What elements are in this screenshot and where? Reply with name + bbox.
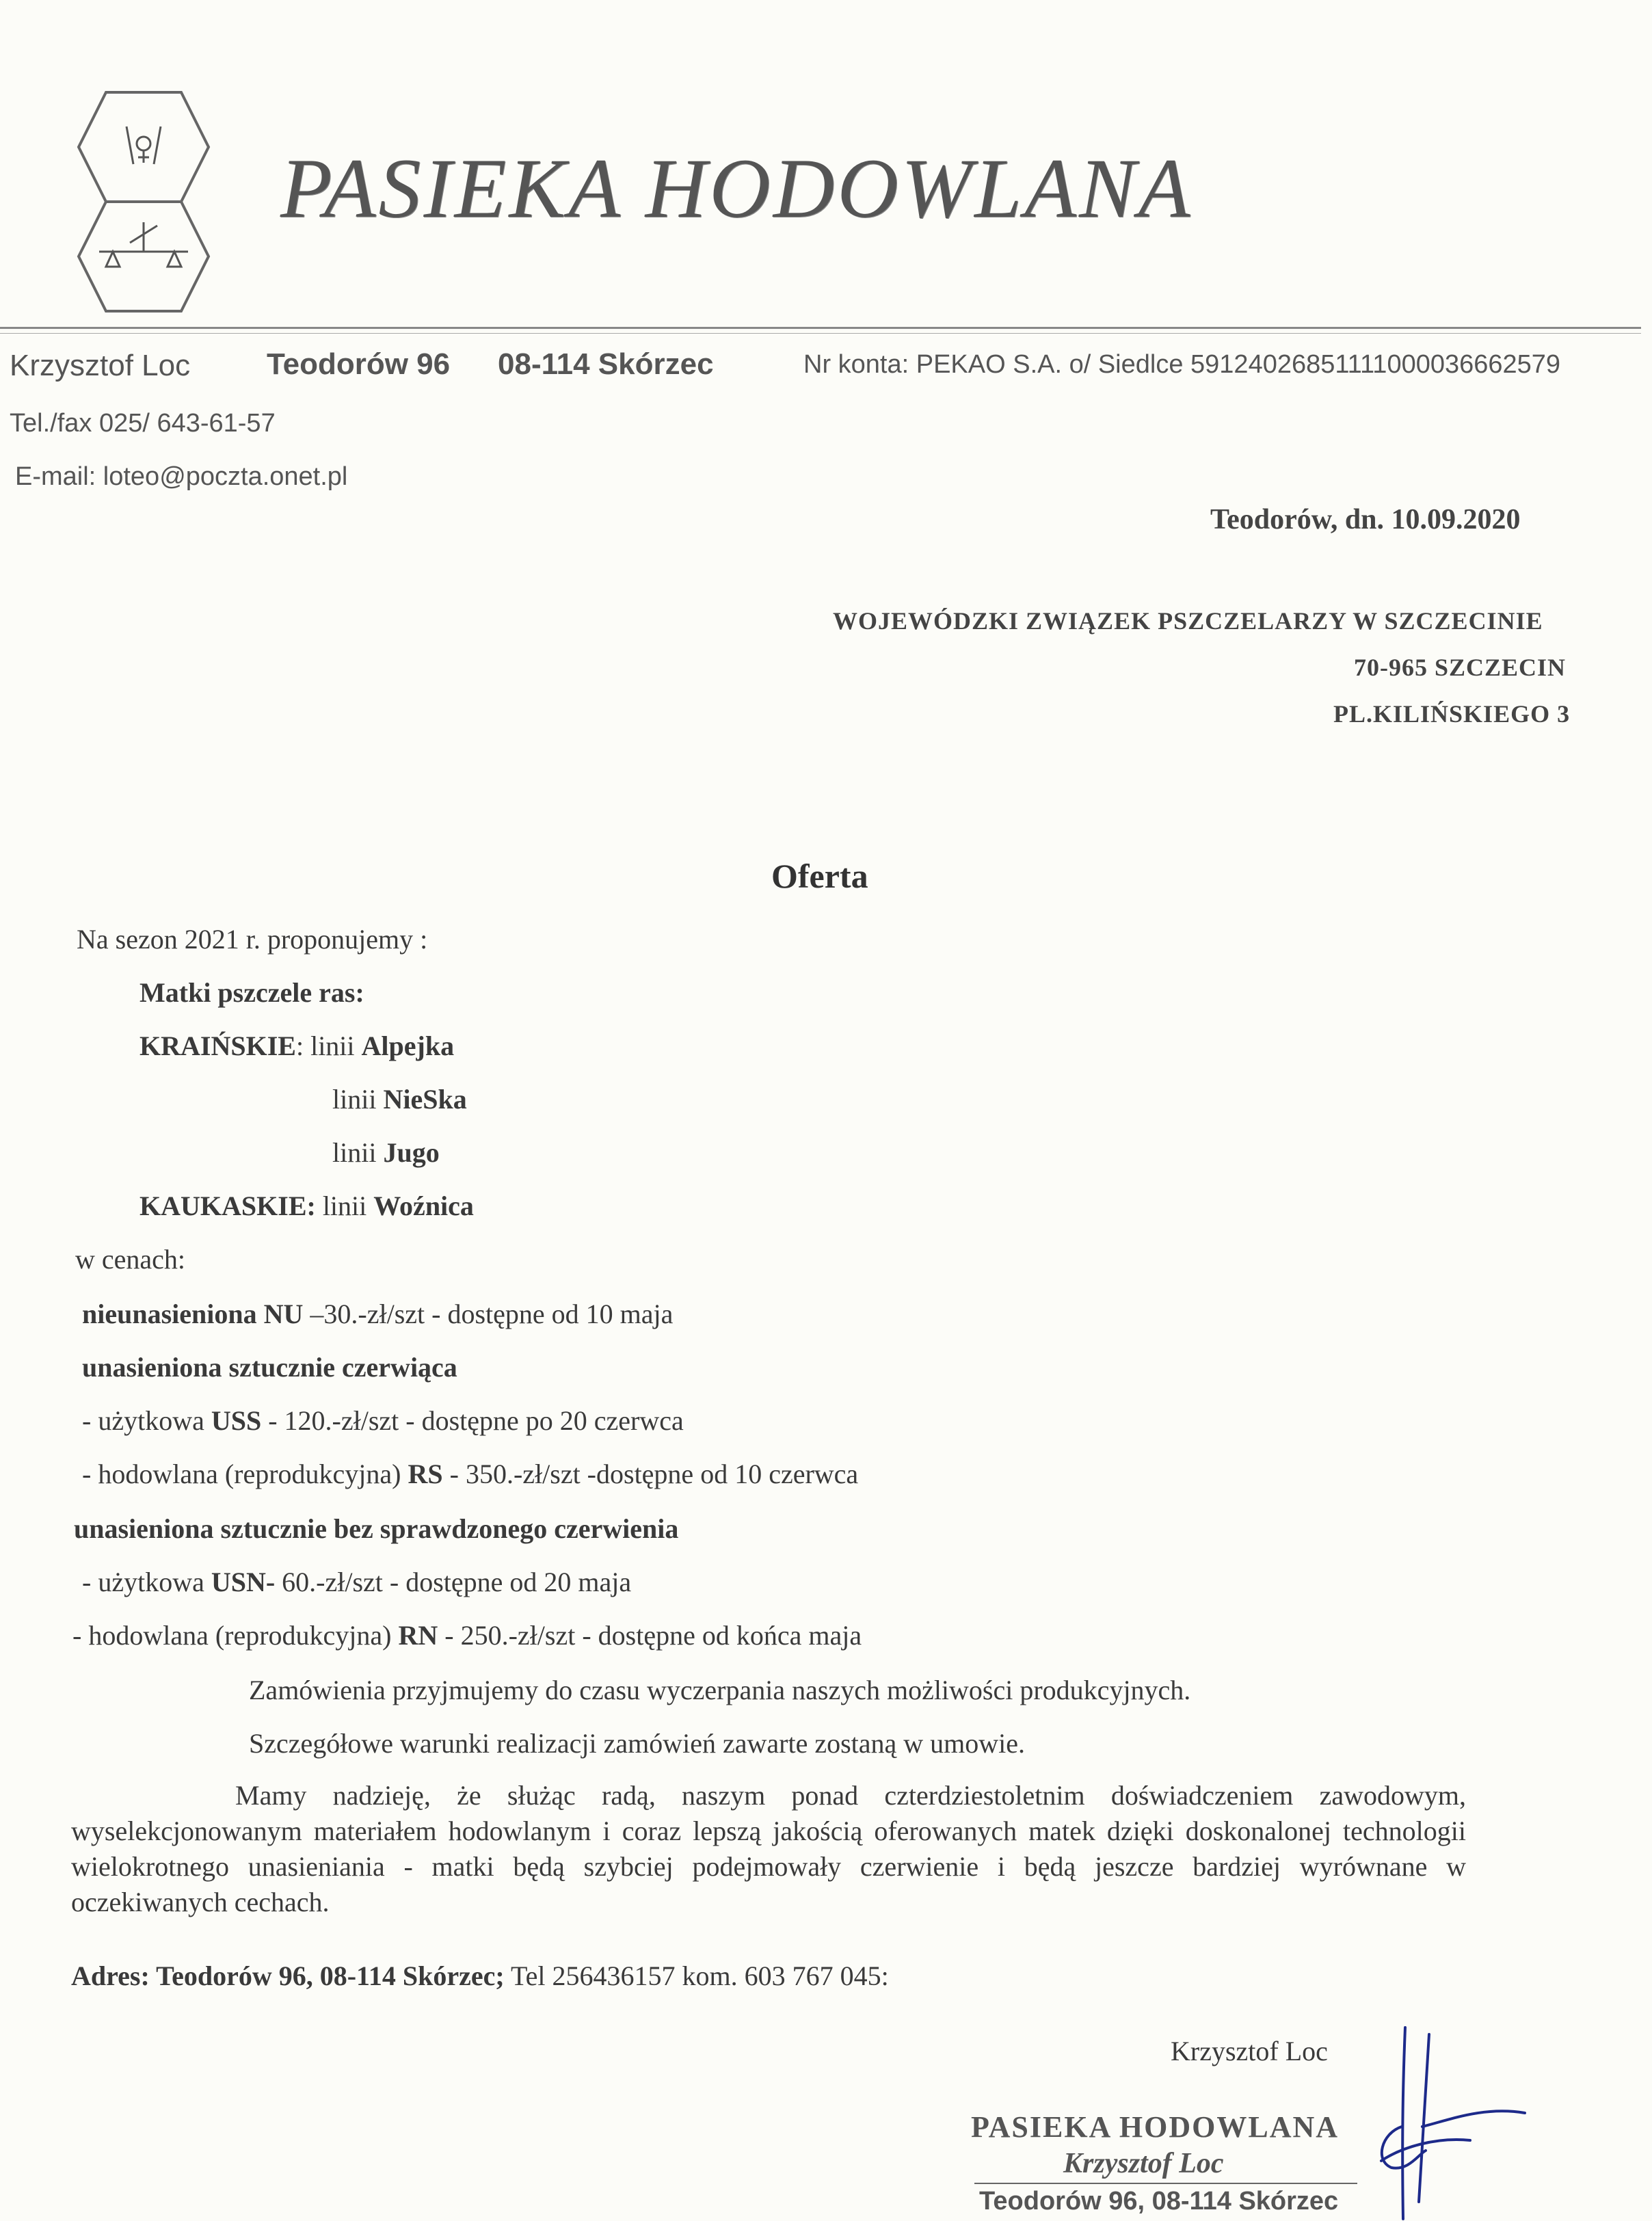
price-uss	[82, 1405, 684, 1437]
bank-account: Nr konta: PEKAO S.A. o/ Siedlce 59124026851111000036662579	[803, 350, 1561, 379]
price-group-heading: unasieniona sztucznie czerwiąca	[82, 1352, 457, 1383]
owner-postal: 08-114 Skórzec	[498, 347, 714, 381]
recipient-line-3: PL.KILIŃSKIEGO 3	[1333, 700, 1571, 728]
price-rn	[72, 1619, 862, 1651]
brand-title: PASIEKA HODOWLANA	[280, 142, 1193, 235]
offer-title: Oferta	[771, 857, 868, 895]
contact-address: Adres: Teodorów 96, 08-114 Skórzec;	[71, 1960, 505, 1991]
stamp-rule	[974, 2183, 1357, 2184]
price-group-heading: unasieniona sztucznie bez sprawdzonego czerwienia	[74, 1513, 679, 1544]
signoff-name: Krzysztof Loc	[1171, 2036, 1328, 2066]
header-rule	[0, 327, 1641, 329]
header-rule-thin	[0, 333, 1641, 334]
owner-name: Krzysztof Loc	[10, 349, 191, 382]
price-detail: 60.-zł/szt - dostępne od 20 maja	[282, 1567, 632, 1597]
letter-date: Teodorów, dn. 10.09.2020	[1210, 504, 1521, 535]
signature	[1354, 2024, 1532, 2221]
price-detail: –30.-zł/szt - dostępne od 10 maja	[310, 1299, 674, 1329]
price-code: USS	[211, 1405, 262, 1436]
email: E-mail: loteo@poczta.onet.pl	[15, 462, 348, 491]
price-type: - użytkowa	[82, 1567, 204, 1597]
price-rs	[82, 1458, 858, 1490]
price-code: RN	[398, 1620, 438, 1651]
note-terms: Szczegółowe warunki realizacji zamówień zawarte zostaną w umowie.	[249, 1728, 1026, 1759]
logo	[68, 89, 219, 315]
price-label: nieunasieniona NU	[82, 1299, 304, 1329]
breed-line	[332, 1083, 467, 1115]
price-nu	[82, 1298, 673, 1330]
phone-fax: Tel./fax 025/ 643-61-57	[10, 409, 276, 438]
price-detail: - 120.-zł/szt - dostępne po 20 czerwca	[268, 1405, 684, 1436]
breeds-heading: Matki pszczele ras:	[139, 977, 364, 1008]
prices-heading: w cenach:	[75, 1244, 186, 1275]
price-type: - użytkowa	[82, 1405, 204, 1436]
line-word: linii	[310, 1030, 355, 1061]
price-code: RS	[408, 1459, 443, 1489]
note-orders: Zamówienia przyjmujemy do czasu wyczerpania naszych możliwości produkcyjnych.	[249, 1675, 1191, 1705]
line-name: NieSka	[383, 1084, 467, 1115]
breed-label: KAUKASKIE:	[139, 1191, 316, 1221]
line-word: linii	[332, 1084, 377, 1115]
price-type: - hodowlana (reprodukcyjna)	[72, 1620, 392, 1651]
stamp-name: PASIEKA HODOWLANA	[971, 2110, 1340, 2144]
price-code: USN-	[211, 1567, 276, 1597]
line-word: linii	[332, 1137, 377, 1168]
line-word: linii	[322, 1191, 367, 1221]
price-type: - hodowlana (reprodukcyjna)	[82, 1459, 401, 1489]
price-detail: - 250.-zł/szt - dostępne od końca maja	[444, 1620, 862, 1651]
recipient-line-1: WOJEWÓDZKI ZWIĄZEK PSZCZELARZY W SZCZECINIE	[833, 607, 1543, 635]
line-name: Woźnica	[373, 1191, 474, 1221]
breed-kaukaskie	[139, 1190, 474, 1222]
line-name: Alpejka	[361, 1030, 455, 1061]
contact-phone: Tel 256436157	[510, 1960, 676, 1991]
breed-label: KRAIŃSKIE	[139, 1030, 296, 1061]
closing-paragraph: Mamy nadzieję, że służąc radą, naszym ponad czterdziestoletnim doświadczeniem zawodowym, wyselekcjonowanym materiałem hodowlanym i coraz lepszą jakością oferowanych matek dzięki doskonalonej technologii wielokrotnego unasieniania - matki będą szybciej podejmowały czerwienie i będą jeszcze bardziej wyrównane w oczekiwanych cechach.	[71, 1780, 1466, 1917]
stamp-person: Krzysztof Loc	[1063, 2148, 1224, 2179]
breed-krainskie: KRAIŃSKIE: linii Alpejka	[139, 1030, 455, 1061]
intro-text: Na sezon 2021 r. proponujemy :	[77, 924, 428, 955]
contact-line	[71, 1960, 889, 1992]
recipient-line-2: 70-965 SZCZECIN	[1354, 654, 1567, 681]
price-usn	[82, 1566, 631, 1598]
price-detail: - 350.-zł/szt -dostępne od 10 czerwca	[449, 1459, 859, 1489]
owner-address: Teodorów 96	[267, 347, 451, 381]
breed-line	[332, 1136, 440, 1169]
line-name: Jugo	[383, 1137, 440, 1168]
contact-mobile: kom. 603 767 045:	[682, 1960, 889, 1991]
stamp-address: Teodorów 96, 08-114 Skórzec	[979, 2187, 1339, 2216]
